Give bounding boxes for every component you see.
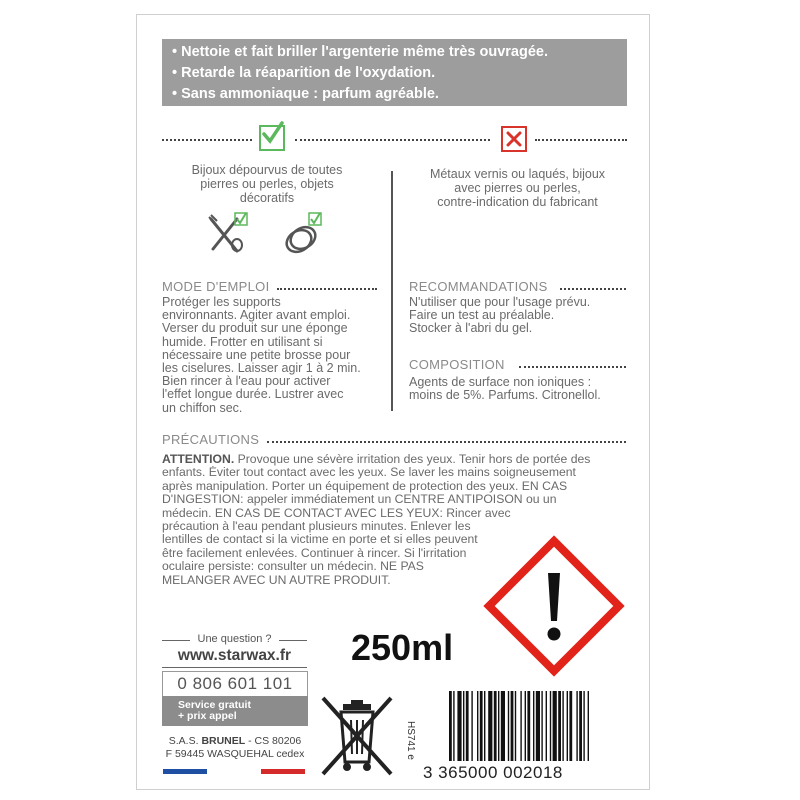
unsuitable-text [405,167,630,209]
benefit-line: • Nettoie et fait briller l'argenterie même très ouvragée. [172,44,548,60]
website-block [162,633,307,668]
text-line: Protéger les supports [162,295,281,309]
text-line: oculaire persiste: consulter un médecin. NE PAS [162,560,424,574]
phone-number[interactable]: 0 806 601 101 [162,671,308,696]
website-link[interactable]: www.starwax.fr [177,647,292,664]
text-line: nécessaire une petite brosse pour [162,347,351,362]
unsuitable-line: contre-indication du fabricant [437,195,598,209]
unsuitable-line: avec pierres ou perles, [454,181,581,195]
cutlery-icon [205,211,249,257]
precautions-title: PRÉCAUTIONS [162,432,260,447]
service-badge [162,696,308,726]
text-line: après manipulation. Porter un équipement de protection des yeux. EN CAS [162,479,568,493]
jewelry-icon [279,211,327,257]
dotted-divider [535,139,627,141]
column-divider [391,171,393,411]
text-line: être facilement enlevées. Continuer à rincer. Si l'irritation [162,546,467,560]
text-line: D'INGESTION: appeler immédiatement un CENTRE ANTIPOISON ou un [162,493,557,507]
text-line: les ciselures. Laisser agir 1 à 2 min. [162,361,361,376]
address-line: F 59445 WASQUEHAL cedex [165,748,305,760]
suitable-line: Bijoux dépourvus de toutes [191,163,343,177]
suitable-text [157,163,377,205]
mode-emploi-text [162,296,387,415]
barcode-icon [447,691,625,766]
company-name: BRUNEL [201,735,246,747]
text-line: médecin. EN CAS DE CONTACT AVEC LES YEUX: Rincer avec [162,506,511,520]
reference-code: HS741 e [405,721,416,760]
dotted-divider [162,139,252,141]
divider-line [162,667,307,668]
text-line: précaution à l'eau pendant plusieurs minutes. Enlever les [162,520,471,534]
crossed-bin-icon [317,690,397,780]
company-suffix: - CS 80206 [245,735,302,747]
dotted-divider [560,288,626,290]
text-line: Faire un test au préalable. [409,308,555,323]
company-address [162,735,308,761]
recommandations-title: RECOMMANDATIONS [409,279,548,294]
suitable-line: décoratifs [239,191,295,205]
check-icon [259,125,285,151]
volume-label: 250ml [351,627,454,668]
text-line: Bien rincer à l'eau pour activer [162,374,331,389]
service-line: + prix appel [178,710,237,722]
phone-block [162,671,308,729]
ghs-warning-icon [483,535,625,677]
flag-red-stripe [261,769,305,774]
text-line: Verser du produit sur une éponge [162,321,348,336]
divider-line [279,640,307,641]
composition-text [409,376,629,402]
benefit-line: • Sans ammoniaque : parfum agréable. [172,86,439,102]
composition-title: COMPOSITION [409,357,505,372]
text-line: un chiffon sec. [162,400,243,415]
divider-line [162,640,190,641]
benefit-line: • Retarde la réaparition de l'oxydation. [172,65,436,81]
dotted-divider [295,139,490,141]
company-prefix: S.A.S. [168,735,202,747]
text-line: moins de 5%. Parfums. Citronellol. [409,388,601,403]
barcode-number: 3 365000 002018 [423,763,563,782]
text-line: Agents de surface non ioniques : [409,375,592,389]
cross-icon [501,126,527,152]
text-line: environnants. Agiter avant emploi. [162,308,351,323]
attention-label: ATTENTION. [162,453,235,466]
text-line: l'effet longue durée. Lustrer avec [162,387,344,402]
text-line: humide. Frotter en utilisant si [162,334,323,349]
unsuitable-line: Métaux vernis ou laqués, bijoux [429,167,606,181]
text-line: Stocker à l'abri du gel. [409,321,533,336]
text-line: MELANGER AVEC UN AUTRE PRODUIT. [162,573,391,587]
mode-emploi-title: MODE D'EMPLOI [162,279,270,294]
dotted-divider [267,441,626,443]
text-line: Provoque une sévère irritation des yeux. Tenir hors de portée des [234,453,591,466]
text-line: lentilles de contact si la victime en porte et si elles peuvent [162,533,478,547]
recommandations-text [409,296,629,336]
benefits-banner [162,39,627,106]
text-line: N'utiliser que pour l'usage prévu. [409,295,591,309]
service-line: Service gratuit [178,699,251,711]
dotted-divider [277,288,377,290]
flag-blue-stripe [163,769,207,774]
question-label: Une question ? [197,633,272,645]
product-label [136,14,650,790]
text-line: enfants. Éviter tout contact avec les yeux. Se laver les mains soigneusement [162,466,576,480]
suitable-line: pierres ou perles, objets [200,177,334,191]
dotted-divider [519,366,626,368]
